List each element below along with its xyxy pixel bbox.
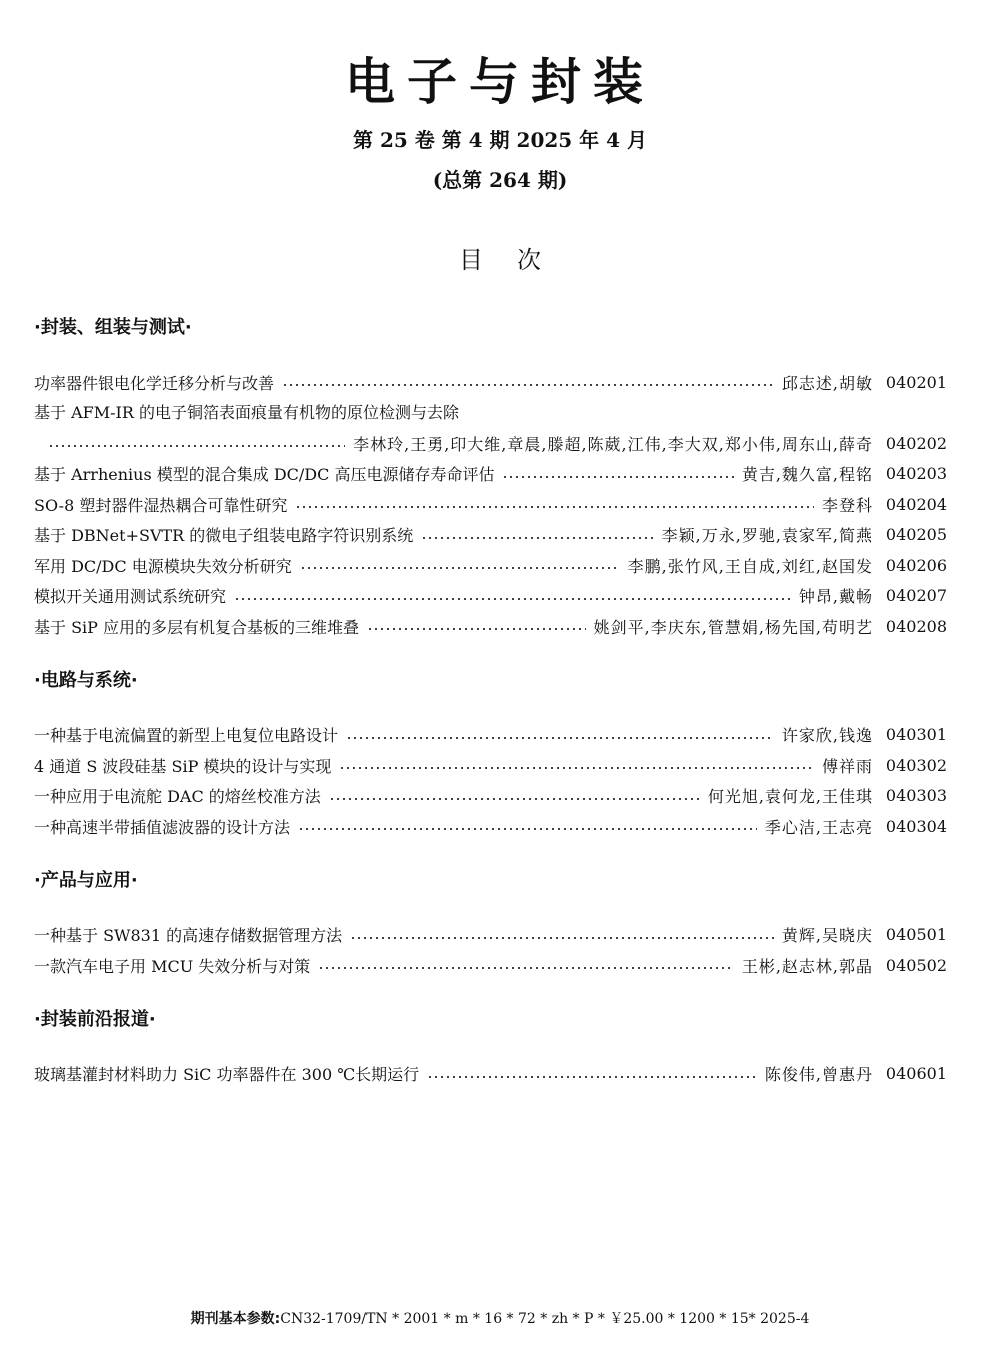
article-authors: 钟昂,戴畅 [798,587,873,607]
journal-title: 电子与封装 [345,52,655,111]
article-title: 一种基于电流偏置的新型上电复位电路设计 [34,726,339,746]
article-authors: 傅祥雨 [821,756,873,776]
footer [0,1308,1000,1328]
article-authors: 李鹏,张竹风,王自成,刘红,赵国发 [627,556,873,576]
section-title: ·封装前沿报道· [34,1008,156,1030]
total-issue: (总第 264 期) [432,168,568,192]
article-code: 040301 [885,725,947,745]
toc-entry[interactable] [34,611,947,642]
article-title[interactable]: 基于 AFM-IR 的电子铜箔表面痕量有机物的原位检测与去除 [34,402,459,422]
issue-info: 第 25 卷 第 4 期 2025 年 4 月 [353,128,647,152]
article-authors: 许家欣,钱逸 [781,726,873,746]
article-authors: 邱志述,胡敏 [781,373,873,393]
article-authors: 姚剑平,李庆东,管慧娟,杨先国,苟明艺 [593,617,873,637]
toc-entry[interactable] [34,781,947,812]
article-code: 040208 [885,616,947,636]
article-code: 040502 [885,955,947,975]
article-title: 基于 DBNet+SVTR 的微电子组装电路字符识别系统 [34,526,414,546]
leader-dots [346,737,774,739]
leader-dots [502,476,733,478]
table-of-contents [34,313,947,1089]
toc-entry[interactable] [34,459,947,490]
article-authors: 季心洁,王志亮 [764,817,873,837]
leader-dots [234,598,791,600]
leader-dots [282,384,774,386]
toc-entry[interactable] [34,581,947,612]
toc-entry[interactable] [34,367,947,398]
article-authors: 陈俊伟,曾惠丹 [764,1065,873,1085]
article-code: 040601 [885,1064,947,1084]
article-title: 模拟开关通用测试系统研究 [34,587,227,607]
article-authors: 王彬,赵志林,郭晶 [741,956,873,976]
article-code: 040205 [885,525,947,545]
article-authors: 黄辉,吴晓庆 [781,926,873,946]
leader-dots [421,537,653,539]
article-authors: 李颖,万永,罗驰,袁家军,简燕 [661,526,873,546]
article-authors: 李林玲,王勇,印大维,章晨,滕超,陈葳,江伟,李大双,郑小伟,周东山,薛奇 [353,434,873,454]
article-code: 040202 [885,433,947,453]
article-title: 玻璃基灌封材料助力 SiC 功率器件在 300 ℃长期运行 [34,1065,420,1085]
article-authors: 黄吉,魏久富,程铭 [741,465,873,485]
leader-dots [427,1076,757,1078]
article-authors: 何光旭,袁何龙,王佳琪 [707,787,873,807]
toc-entry[interactable] [34,550,947,581]
article-authors: 李登科 [821,495,873,515]
toc-entry[interactable] [34,950,947,981]
leader-dots [300,567,620,569]
leader-dots [350,937,774,939]
article-code: 040302 [885,755,947,775]
article-title: 一款汽车电子用 MCU 失效分析与对策 [34,956,311,976]
toc-entry[interactable] [34,920,947,951]
toc-entry[interactable] [34,428,947,459]
article-code: 040303 [885,786,947,806]
section-title: ·产品与应用· [34,869,138,891]
leader-dots [298,828,757,830]
toc-entry[interactable] [34,720,947,751]
article-code: 040203 [885,464,947,484]
article-title: 军用 DC/DC 电源模块失效分析研究 [34,556,292,576]
leader-dots [318,967,734,969]
toc-entry[interactable] [34,520,947,551]
footer-label: 期刊基本参数: [190,1311,281,1327]
toc-entry[interactable] [34,811,947,842]
article-code: 040206 [885,555,947,575]
leader-dots [329,798,700,800]
article-code: 040201 [885,372,947,392]
toc-entry[interactable] [34,1059,947,1090]
article-title: SO-8 塑封器件湿热耦合可靠性研究 [34,495,288,515]
article-title: 4 通道 S 波段硅基 SiP 模块的设计与实现 [34,756,332,776]
article-title: 基于 SiP 应用的多层有机复合基板的三维堆叠 [34,617,360,637]
article-title: 基于 Arrhenius 模型的混合集成 DC/DC 高压电源储存寿命评估 [34,465,495,485]
leader-dots [339,767,814,769]
section-title: ·电路与系统· [34,669,138,691]
article-code: 040204 [885,494,947,514]
article-title: 一种应用于电流舵 DAC 的熔丝校准方法 [34,787,321,807]
footer-params: CN32-1709/TN * 2001 * m * 16 * 72 * zh * P * ￥25.00 * 1200 * 15* 2025-4 [280,1311,810,1327]
article-title: 功率器件银电化学迁移分析与改善 [34,373,275,393]
article-code: 040304 [885,816,947,836]
article-code: 040501 [885,925,947,945]
article-title: 一种基于 SW831 的高速存储数据管理方法 [34,926,343,946]
article-title: 一种高速半带插值滤波器的设计方法 [34,817,291,837]
section-title: ·封装、组装与测试· [34,317,192,338]
toc-entry[interactable] [34,489,947,520]
toc-heading: 目次 [459,246,575,274]
leader-dots [367,628,586,630]
leader-dots [48,445,345,447]
article-code: 040207 [885,586,947,606]
leader-dots [295,506,814,508]
toc-entry[interactable] [34,750,947,781]
